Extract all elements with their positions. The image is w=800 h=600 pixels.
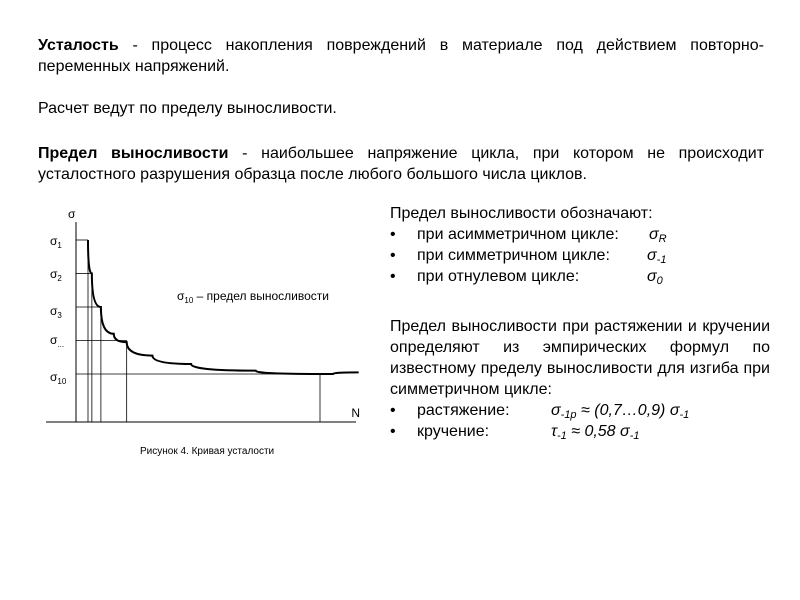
formula: $\tau_{-1} \approx 0,58$ $\sigma_{-1}$ bbox=[551, 423, 640, 442]
symbol: $\sigma_{-1}$ bbox=[647, 247, 667, 266]
chart-guides bbox=[76, 240, 320, 422]
list-item bbox=[390, 245, 770, 266]
fatigue-definition-text: - процесс накопления повреждений в материале под действием повторно-переменных напряжений. bbox=[38, 37, 764, 75]
list-item bbox=[390, 266, 770, 287]
list-item bbox=[390, 421, 770, 442]
y-tick-sigma-2: $\sigma_2$ bbox=[50, 267, 62, 283]
bullet: • bbox=[390, 268, 396, 285]
fatigue-definition bbox=[38, 35, 764, 77]
stress-section bbox=[390, 316, 770, 442]
bullet: • bbox=[390, 247, 396, 264]
item-label: при асимметричном цикле: bbox=[417, 226, 619, 243]
notation-heading: Предел выносливости обозначают: bbox=[390, 205, 653, 222]
item-label: растяжение: bbox=[417, 402, 510, 419]
list-item bbox=[390, 400, 770, 421]
endurance-definition bbox=[38, 143, 764, 185]
stress-intro: Предел выносливости при растяжении и кручении определяют из эмпирических формул по известному пределу выносливости для изгиба при симметричном цикле: bbox=[390, 318, 770, 398]
notation-list bbox=[390, 224, 770, 287]
item-label: кручение: bbox=[417, 423, 490, 440]
calculation-note: Расчет ведут по пределу выносливости. bbox=[38, 100, 337, 117]
endurance-term: Предел выносливости bbox=[38, 145, 229, 162]
stress-list bbox=[390, 400, 770, 442]
list-item bbox=[390, 224, 770, 245]
item-label: при симметричном цикле: bbox=[417, 247, 610, 264]
y-tick-sigma-1: $\sigma_1$ bbox=[50, 234, 62, 250]
chart-axes bbox=[46, 222, 356, 422]
y-tick-labels bbox=[50, 234, 67, 386]
bullet: • bbox=[390, 226, 396, 243]
endurance-definition-text: - наибольшее напряжение цикла, при котором не происходит усталостного разрушения образца после любого большого числа циклов. bbox=[38, 145, 765, 183]
bullet: • bbox=[390, 423, 396, 440]
bullet: • bbox=[390, 402, 396, 419]
y-tick-sigma-10: $\sigma_{10}$ bbox=[50, 370, 67, 386]
notation-section bbox=[390, 203, 770, 287]
figure-caption: Рисунок 4. Кривая усталости bbox=[140, 446, 275, 457]
y-axis-label: σ bbox=[68, 207, 76, 221]
y-tick-sigma-3: $\sigma_3$ bbox=[50, 304, 62, 320]
fatigue-term: Усталость bbox=[38, 37, 119, 54]
symbol: $\sigma_R$ bbox=[649, 226, 667, 245]
x-axis-label: N bbox=[351, 406, 360, 420]
formula: $\sigma_{-1р}$ ≈ (0,7…0,9) $\sigma_{-1}$ bbox=[551, 402, 690, 421]
endurance-limit-annotation: $\sigma_{10}$ – предел выносливости bbox=[177, 289, 329, 305]
fatigue-curve bbox=[88, 240, 359, 374]
symbol: $\sigma_0$ bbox=[647, 268, 663, 287]
y-tick-sigma-dots: $\sigma_{...}$ bbox=[50, 333, 65, 349]
fatigue-curve-figure bbox=[30, 200, 360, 465]
item-label: при отнулевом цикле: bbox=[417, 268, 580, 285]
